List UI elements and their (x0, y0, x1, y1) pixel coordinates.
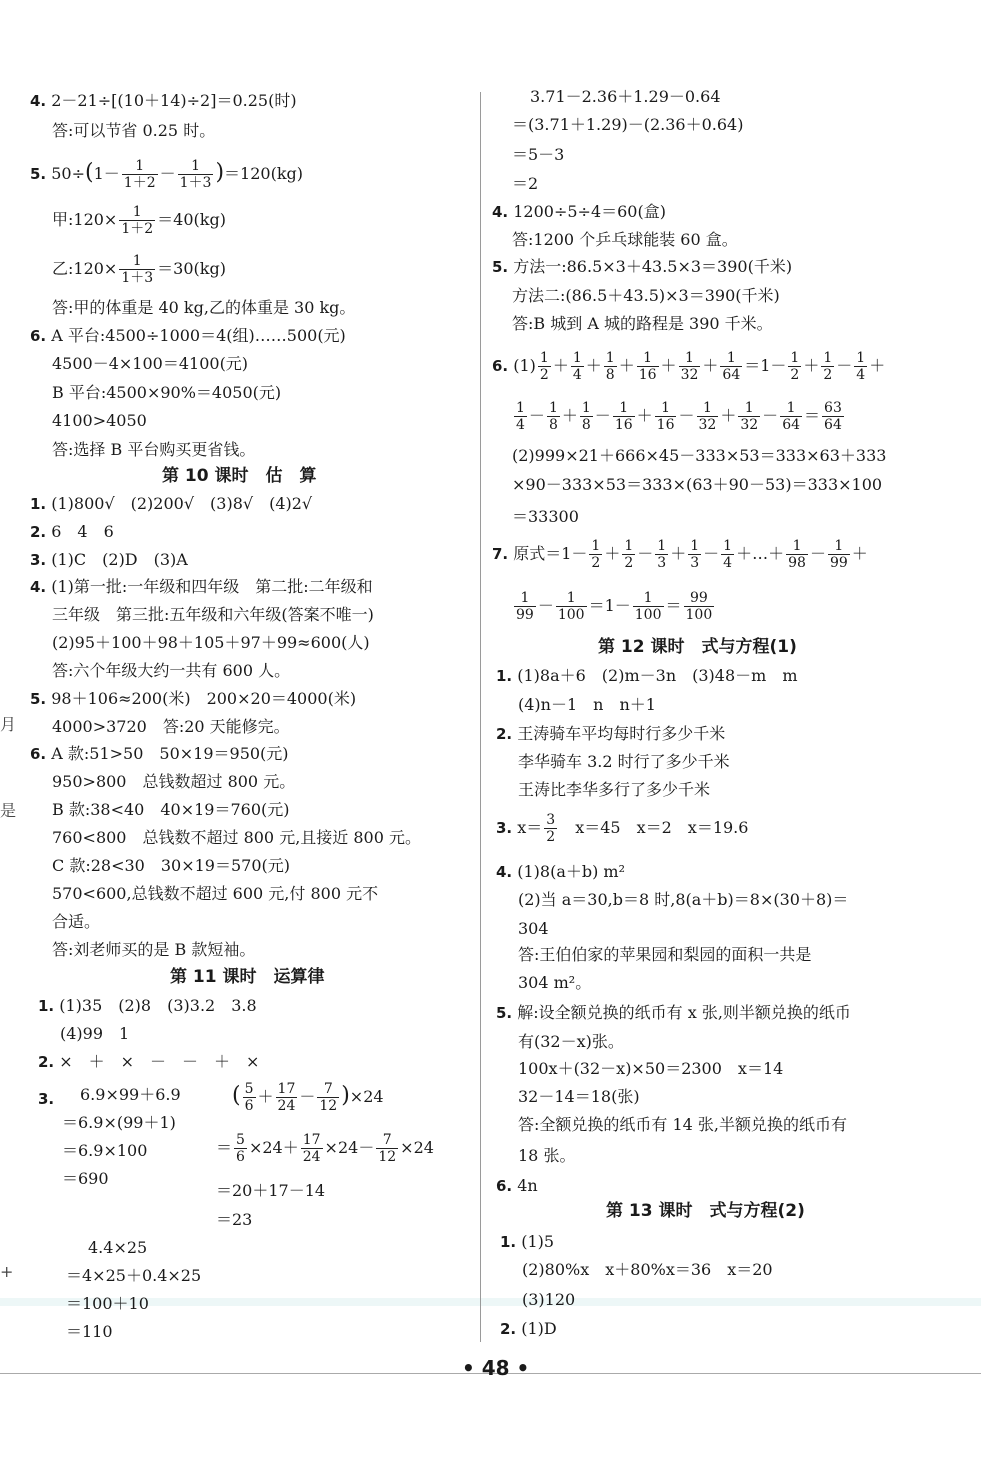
answer-line: 答:1200 个乒乓球能装 60 盒。 (512, 230, 738, 249)
fraction: $\frac{5}{6}$ (244, 1081, 254, 1114)
fraction: $\frac{1}{2}$ (823, 350, 833, 383)
fraction: $\frac{1}{8}$ (581, 400, 591, 433)
answer-line: 6. 4n (496, 1176, 538, 1195)
fraction: $\frac{1}{1+2}$ (123, 158, 156, 191)
answer-line: 4. (1)第一批:一年级和四年级 第二批:二年级和 (30, 577, 373, 596)
answer-line: ( $\frac{5}{6}$ ＋ $\frac{17}{24}$ － $\frac{7}{12}$ )×24 (232, 1081, 384, 1114)
answer-line: $\frac{1}{99}$ － $\frac{1}{100}$ ＝1－ $\frac{1}{100}$ ＝ $\frac{99}{100}$ (516, 590, 713, 623)
fraction: $\frac{1}{99}$ (516, 590, 534, 623)
answer-line: 304 m²。 (518, 973, 592, 992)
answer-line: ×90－333×53＝333×(63＋90－53)＝333×100 (512, 475, 883, 494)
answer-line: 1. (1)800√ (2)200√ (3)8√ (4)2√ (30, 494, 313, 513)
answer-line: 答:甲的体重是 40 kg,乙的体重是 30 kg。 (52, 298, 356, 317)
answer-line: 2. × ＋ × － － ＋ × (38, 1052, 260, 1071)
answer-line: 答:王伯伯家的苹果园和梨园的面积一共是 (518, 945, 812, 964)
fraction: $\frac{1}{100}$ (557, 590, 585, 623)
answer-line: 4. 2－21÷[(10＋14)÷2]＝0.25(时) (30, 91, 297, 110)
answer-line: (2)999×21＋666×45－333×53＝333×63＋333 (512, 446, 887, 465)
answer-line: 5. 解:设全额兑换的纸币有 x 张,则半额兑换的纸币 (496, 1003, 851, 1022)
answer-line: 950>800 总钱数超过 800 元。 (52, 772, 296, 791)
fraction: $\frac{1}{1+3}$ (121, 253, 154, 286)
answer-line: ＝ $\frac{5}{6}$ ×24＋ $\frac{17}{24}$ ×24－ $\frac{7}{12}$ ×24 (216, 1132, 434, 1165)
fraction: $\frac{1}{64}$ (782, 400, 801, 433)
fraction: $\frac{1}{4}$ (856, 350, 866, 383)
fraction: $\frac{3}{2}$ (546, 812, 556, 845)
fraction: $\frac{1}{98}$ (788, 538, 806, 571)
answer-line: ＝110 (66, 1322, 113, 1341)
answer-line: 2. (1)D (500, 1319, 557, 1338)
fraction: $\frac{1}{2}$ (591, 538, 601, 571)
fraction: $\frac{1}{2}$ (539, 350, 549, 383)
fraction: $\frac{1}{8}$ (605, 350, 615, 383)
column-divider (480, 92, 481, 1342)
fraction: $\frac{1}{1+3}$ (179, 158, 212, 191)
answer-line: 1. (1)5 (500, 1232, 555, 1251)
answer-line: 答:可以节省 0.25 时。 (52, 121, 216, 140)
answer-line: 答:选择 B 平台购买更省钱。 (52, 440, 256, 459)
fraction: $\frac{1}{32}$ (680, 350, 699, 383)
page-number: • 48 • (462, 1356, 530, 1380)
answer-line: 3. (38, 1090, 55, 1108)
answer-line: $\frac{1}{4}$ － $\frac{1}{8}$ ＋ $\frac{1}{8}$ － $\frac{1}{16}$ ＋ $\frac{1}{16}$ － $\frac{1}{32}$ ＋ $\frac{1}{32}$ － $\frac{1}{64}$ ＝ $\frac{63}{64}$ (516, 400, 842, 433)
answer-line: 6.9×99＋6.9 (80, 1085, 181, 1104)
answer-line: 6. A 平台:4500÷1000＝4(组)……500(元) (30, 326, 346, 345)
answer-line: 5. 方法一:86.5×3＋43.5×3＝390(千米) (492, 257, 793, 276)
answer-line: 方法二:(86.5＋43.5)×3＝390(千米) (512, 286, 780, 305)
answer-line: C 款:28<30 30×19＝570(元) (52, 856, 290, 875)
fraction: $\frac{1}{4}$ (516, 400, 525, 433)
answer-line: 4.4×25 (88, 1238, 148, 1257)
answer-line: 18 张。 (518, 1146, 576, 1165)
fraction: $\frac{1}{32}$ (740, 400, 759, 433)
answer-line: (2)当 a＝30,b＝8 时,8(a＋b)＝8×(30＋8)＝ (518, 890, 849, 909)
section-heading: 第 11 课时 运算律 (170, 967, 325, 987)
answer-line: 4000>3720 答:20 天能修完。 (52, 717, 290, 736)
margin-mark: + (0, 1262, 14, 1281)
answer-line: 乙:120× $\frac{1}{1+3}$ ＝30(kg) (52, 253, 226, 286)
answer-line: ＝33300 (512, 507, 579, 526)
answer-line: 甲:120× $\frac{1}{1+2}$ ＝40(kg) (52, 204, 226, 237)
answer-line: 7. 原式＝1－ $\frac{1}{2}$ ＋ $\frac{1}{2}$ － $\frac{1}{3}$ ＋ $\frac{1}{3}$ － $\frac{1}{4}$ ＋…＋ $\frac{1}{98}$ － $\frac{1}{99}$ ＋ (492, 538, 868, 571)
fraction: $\frac{1}{99}$ (829, 538, 848, 571)
answer-line: (4)99 1 (60, 1024, 130, 1043)
fraction: $\frac{1}{3}$ (690, 538, 700, 571)
fraction: $\frac{1}{4}$ (723, 538, 733, 571)
fraction: $\frac{1}{16}$ (638, 350, 657, 383)
answer-line: ＝23 (216, 1210, 253, 1229)
answer-line: 2. 6 4 6 (30, 522, 114, 541)
answer-line: (2)80%x x＋80%x＝36 x＝20 (522, 1260, 773, 1279)
answer-line: 4500－4×100＝4100(元) (52, 354, 249, 373)
fraction: $\frac{1}{8}$ (548, 400, 558, 433)
answer-line: 304 (518, 919, 549, 938)
fraction: $\frac{1}{4}$ (572, 350, 582, 383)
answer-line: 李华骑车 3.2 时行了多少千米 (518, 752, 730, 771)
fraction: $\frac{17}{24}$ (302, 1132, 321, 1165)
answer-line: 570<600,总钱数不超过 600 元,付 800 元不 (52, 884, 379, 903)
answer-line: 2. 王涛骑车平均每时行多少千米 (496, 724, 726, 743)
answer-line: ＝20＋17－14 (216, 1181, 326, 1200)
answer-line: 4. (1)8(a＋b) m² (496, 862, 626, 881)
answer-line: 答:全额兑换的纸币有 14 张,半额兑换的纸币有 (518, 1115, 848, 1134)
answer-line: 合适。 (52, 912, 101, 931)
answer-line: 3. x＝ $\frac{3}{2}$ x＝45 x＝2 x＝19.6 (496, 812, 749, 845)
answer-line: 1. (1)35 (2)8 (3)3.2 3.8 (38, 996, 257, 1015)
fraction: $\frac{1}{3}$ (657, 538, 667, 571)
answer-line: 32－14＝18(张) (518, 1087, 640, 1106)
answer-line: 760<800 总钱数不超过 800 元,且接近 800 元。 (52, 828, 421, 847)
answer-line: ＝2 (512, 174, 539, 193)
fraction: $\frac{5}{6}$ (236, 1132, 245, 1165)
answer-line: (2)95＋100＋98＋105＋97＋99≈600(人) (52, 633, 370, 652)
margin-mark: 是 (0, 801, 17, 820)
answer-line: 有(32－x)张。 (518, 1032, 624, 1051)
fraction: $\frac{63}{64}$ (824, 400, 842, 433)
answer-line: B 款:38<40 40×19＝760(元) (52, 800, 290, 819)
fraction: $\frac{1}{2}$ (624, 538, 634, 571)
fraction: $\frac{1}{1+2}$ (121, 204, 154, 237)
fraction: $\frac{1}{64}$ (722, 350, 741, 383)
answer-line: 答:B 城到 A 城的路程是 390 千米。 (512, 314, 773, 333)
answer-line: B 平台:4500×90%＝4050(元) (52, 383, 282, 402)
answer-line: 1. (1)8a＋6 (2)m－3n (3)48－m m (496, 666, 798, 685)
fraction: $\frac{17}{24}$ (277, 1081, 296, 1114)
answer-line: ＝100＋10 (66, 1294, 149, 1313)
section-heading: 第 13 课时 式与方程(2) (606, 1201, 805, 1221)
fraction: $\frac{1}{16}$ (656, 400, 675, 433)
answer-line: 5. 98＋106≈200(米) 200×20＝4000(米) (30, 689, 357, 708)
answer-line: ＝6.9×(99＋1) (62, 1113, 176, 1132)
answer-line: 5. 50÷(1－ $\frac{1}{1+2}$ － $\frac{1}{1+3}$ )＝120(kg) (30, 158, 304, 191)
fraction: $\frac{1}{2}$ (790, 350, 800, 383)
fraction: $\frac{1}{16}$ (614, 400, 633, 433)
answer-line: 三年级 第三批:五年级和六年级(答案不唯一) (52, 605, 374, 624)
answer-line: ＝690 (62, 1169, 109, 1188)
answer-line: 6. A 款:51>50 50×19＝950(元) (30, 744, 289, 763)
answer-line: ＝5－3 (512, 145, 565, 164)
answer-line: 4. 1200÷5÷4＝60(盒) (492, 202, 666, 221)
answer-line: 4100>4050 (52, 411, 147, 430)
answer-line: 6. (1) $\frac{1}{2}$ ＋ $\frac{1}{4}$ ＋ $\frac{1}{8}$ ＋ $\frac{1}{16}$ ＋ $\frac{1}{32}$ ＋ $\frac{1}{64}$ ＝1－ $\frac{1}{2}$ ＋ $\frac{1}{2}$ － $\frac{1}{4}$ ＋ (492, 350, 886, 383)
fraction: $\frac{1}{100}$ (634, 590, 662, 623)
answer-line: ＝6.9×100 (62, 1141, 148, 1160)
fraction: $\frac{7}{12}$ (378, 1132, 397, 1165)
fraction: $\frac{7}{12}$ (319, 1081, 338, 1114)
fraction: $\frac{1}{32}$ (698, 400, 717, 433)
answer-line: 100x＋(32－x)×50＝2300 x＝14 (518, 1059, 784, 1078)
answer-line: 答:刘老师买的是 B 款短袖。 (52, 940, 256, 959)
answer-line: (3)120 (522, 1290, 576, 1309)
section-heading: 第 10 课时 估 算 (162, 466, 317, 486)
answer-line: (4)n－1 n n＋1 (518, 695, 656, 714)
section-heading: 第 12 课时 式与方程(1) (598, 637, 797, 657)
fraction: $\frac{99}{100}$ (685, 590, 713, 623)
answer-line: 答:六个年级大约一共有 600 人。 (52, 661, 291, 680)
answer-line: ＝4×25＋0.4×25 (66, 1266, 202, 1285)
answer-line: 3. (1)C (2)D (3)A (30, 550, 188, 569)
answer-line: 3.71－2.36＋1.29－0.64 (530, 87, 721, 106)
answer-line: 王涛比李华多行了多少千米 (518, 780, 711, 799)
margin-mark: 月 (0, 715, 17, 734)
answer-line: ＝(3.71＋1.29)－(2.36＋0.64) (512, 115, 744, 134)
